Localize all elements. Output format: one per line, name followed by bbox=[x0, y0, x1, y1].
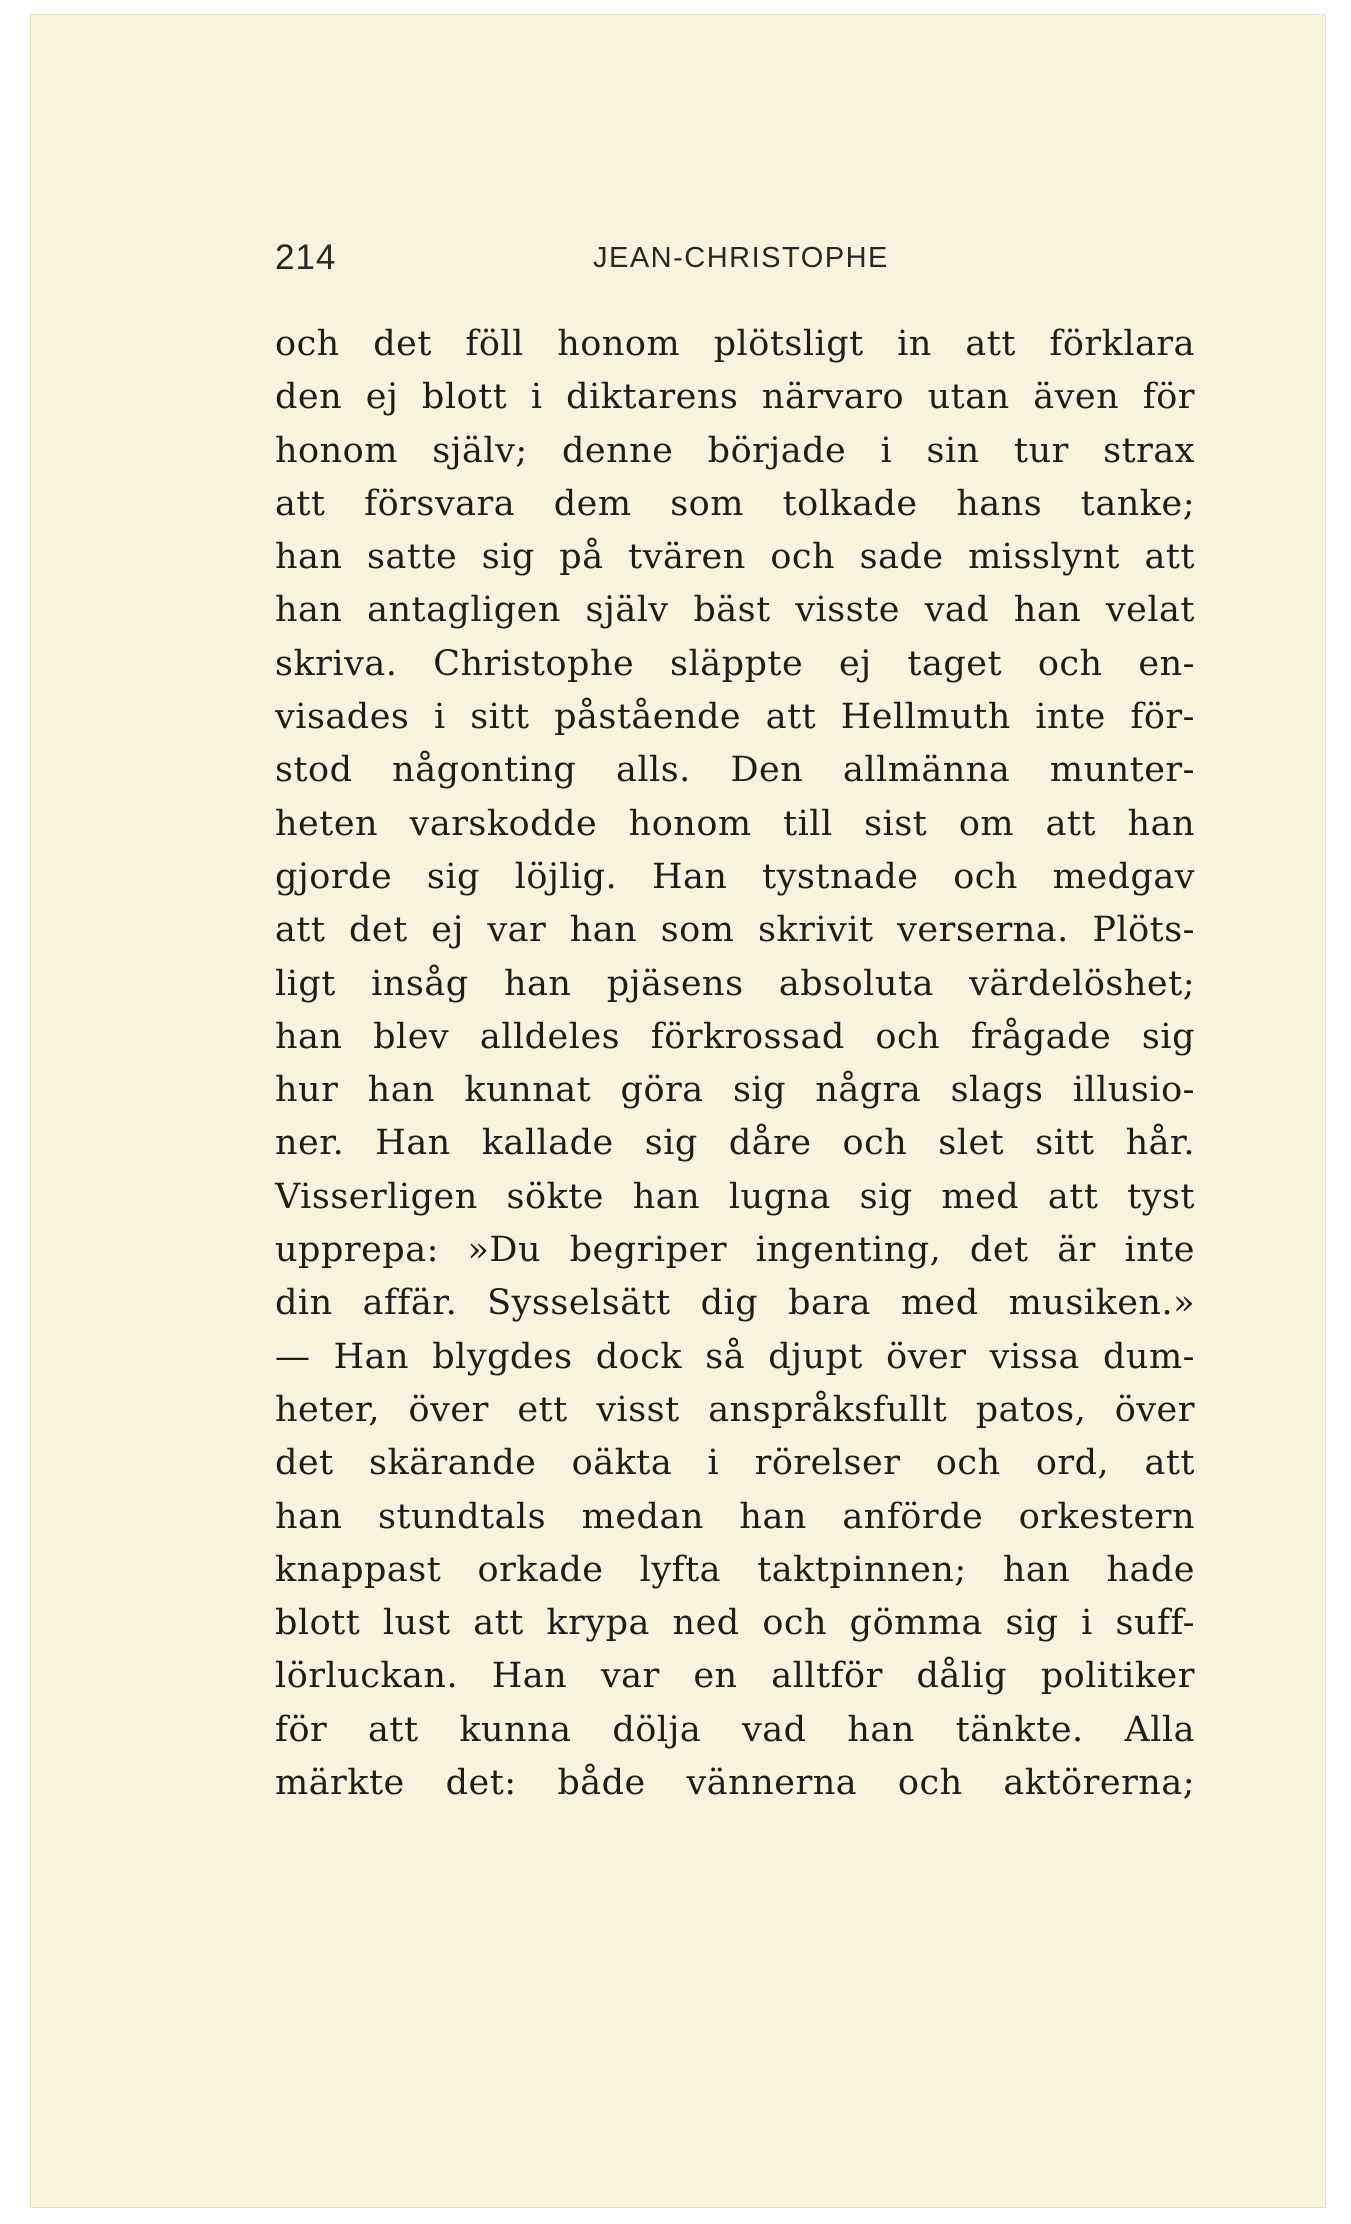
running-title: JEAN-CHRISTOPHE bbox=[593, 242, 889, 274]
page-number: 214 bbox=[275, 238, 337, 277]
text-line: den ej blott i diktarens närvaro utan även för bbox=[275, 377, 1195, 418]
text-line: lörluckan. Han var en alltför dålig politiker bbox=[275, 1656, 1195, 1697]
text-line: ligt insåg han pjäsens absoluta värdelöshet; bbox=[275, 963, 1195, 1004]
text-line: han blev alldeles förkrossad och frågade sig bbox=[275, 1016, 1195, 1057]
text-line: — Han blygdes dock så djupt över vissa dum- bbox=[275, 1336, 1195, 1377]
text-line: din affär. Sysselsätt dig bara med musiken.» bbox=[275, 1283, 1195, 1324]
body-text bbox=[275, 318, 1195, 1810]
text-line: heten varskodde honom till sist om att han bbox=[275, 803, 1195, 844]
text-line: knappast orkade lyfta taktpinnen; han hade bbox=[275, 1549, 1195, 1590]
text-line: heter, över ett visst anspråksfullt patos, över bbox=[275, 1389, 1195, 1430]
text-line: stod någonting alls. Den allmänna munter- bbox=[275, 750, 1195, 791]
text-line: för att kunna dölja vad han tänkte. Alla bbox=[275, 1709, 1195, 1750]
text-line: skriva. Christophe släppte ej taget och en- bbox=[275, 643, 1195, 684]
text-line: visades i sitt påstående att Hellmuth inte för- bbox=[275, 697, 1195, 738]
text-line: att försvara dem som tolkade hans tanke; bbox=[275, 483, 1195, 524]
text-line: blott lust att krypa ned och gömma sig i suff- bbox=[275, 1603, 1195, 1644]
text-line: och det föll honom plötsligt in att förklara bbox=[275, 324, 1195, 364]
text-line: han satte sig på tvären och sade misslynt att bbox=[275, 537, 1195, 578]
text-line: att det ej var han som skrivit verserna. Plöts- bbox=[275, 910, 1195, 951]
text-line: honom själv; denne började i sin tur strax bbox=[275, 430, 1195, 471]
text-line: märkte det: både vännerna och aktörerna; bbox=[275, 1763, 1195, 1804]
page-header bbox=[275, 238, 1195, 288]
text-line: Visserligen sökte han lugna sig med att tyst bbox=[275, 1176, 1195, 1217]
text-line: han stundtals medan han anförde orkestern bbox=[275, 1496, 1195, 1537]
text-line: gjorde sig löjlig. Han tystnade och medgav bbox=[275, 856, 1195, 897]
text-line: det skärande oäkta i rörelser och ord, att bbox=[275, 1443, 1195, 1484]
text-line: ner. Han kallade sig dåre och slet sitt hår. bbox=[275, 1123, 1195, 1164]
text-line: upprepa: »Du begriper ingenting, det är inte bbox=[275, 1230, 1195, 1271]
text-line: hur han kunnat göra sig några slags illusio- bbox=[275, 1070, 1195, 1111]
text-line: han antagligen själv bäst visste vad han velat bbox=[275, 590, 1195, 631]
